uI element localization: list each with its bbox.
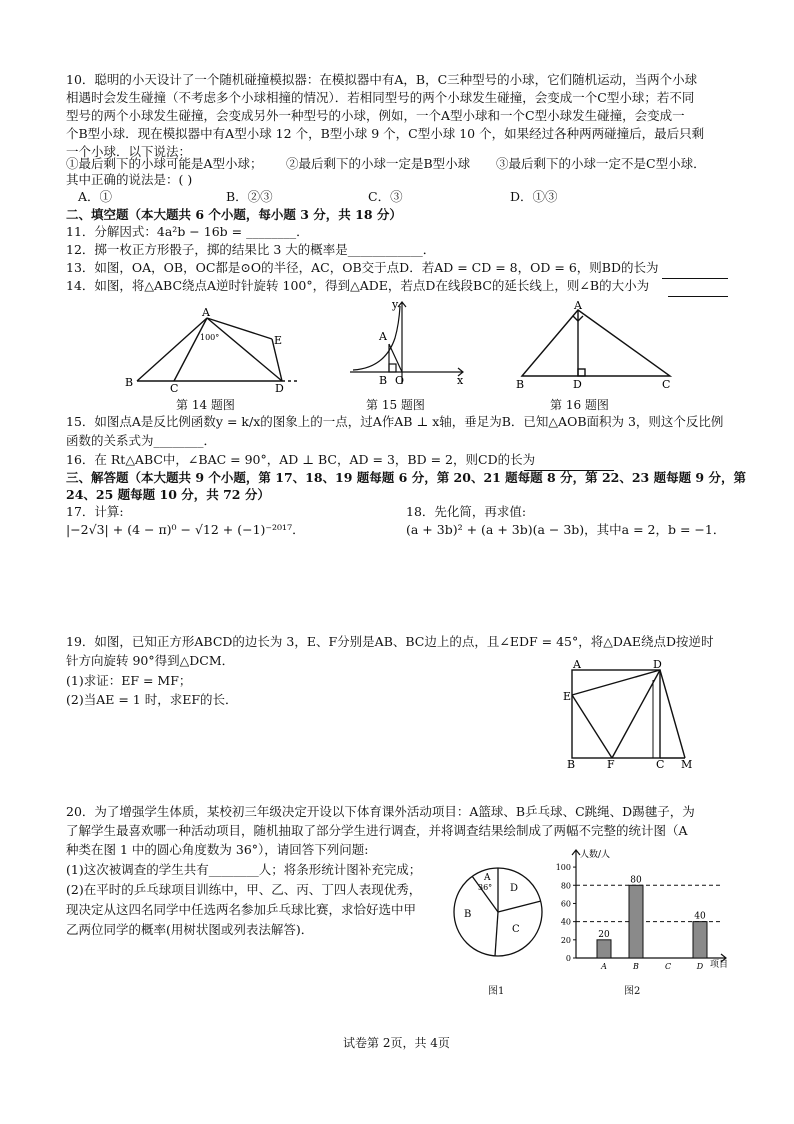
fig15-label-x: x [457, 374, 464, 386]
fig16-right-angle-d [578, 369, 585, 376]
fig15-right-angle [389, 364, 396, 372]
bar-label-D: 40 [694, 911, 706, 922]
q13: 13．如图，OA，OB，OC都是⊙O的半径，AC，OB交于点D．若AD = CD = 8，OD = 6，则BD的长为 [66, 260, 659, 275]
fig19-label-c: C [656, 758, 665, 770]
q10-line-5: 一个小球．以下说法： [66, 144, 192, 159]
fig16-label-a: A [574, 300, 582, 312]
pie-label-d: D [510, 883, 519, 894]
fig19-label-e: E [563, 690, 572, 703]
fig14-label-e: E [274, 334, 283, 347]
q13-blank [662, 266, 728, 279]
q10-line-4: 个B型小球．现在模拟器中有A型小球 12 个，B型小球 9 个，C型小球 10 个，如果经过各种两两碰撞后，最后只剩 [66, 126, 705, 141]
fig14-seg-ad [207, 318, 282, 381]
fig19-label-a: A [573, 658, 581, 671]
bar-A [597, 940, 611, 958]
figure-15 [345, 296, 470, 386]
bar-label-A: 20 [598, 929, 610, 940]
fig14-label-c: C [170, 382, 179, 394]
bar-B [629, 885, 643, 958]
q17-title: 17．计算: [66, 504, 124, 519]
y-tick-label-20: 20 [560, 935, 571, 945]
bar-chart-xlabel: 项目 [710, 960, 729, 970]
q10-line-3: 型号的两个小球发生碰撞，会变成另外一种型号的小球，例如，一个A型小球和一个C型小球发生碰撞，会变成一 [66, 108, 685, 123]
page-footer: 试卷第 2页，共 4页 [343, 1036, 450, 1050]
pie-label-a: A [484, 873, 491, 883]
fig15-label-o: O [395, 374, 405, 386]
fig19-seg-ef [572, 695, 612, 758]
q10-statement-1: ①最后剩下的小球可能是A型小球； [66, 156, 263, 171]
fig15-label-a: A [379, 330, 387, 343]
fig15-label-y: y [392, 298, 399, 311]
q10-line-2: 相遇时会发生碰撞（不考虑多个小球相撞的情况）．若相同型号的两个小球发生碰撞，会变成一个C型小球；若不同 [66, 90, 695, 105]
figure-19 [555, 658, 705, 770]
q20-line-3: 种类在图 1 中的圆心角度数为 36°），请回答下列问题: [66, 842, 369, 857]
q20-part-1: (1)这次被调查的学生共有________人；将条形统计图补充完成； [66, 862, 422, 877]
fig16-triangle [522, 310, 670, 376]
pie-chart [448, 862, 548, 962]
q12: 12．掷一枚正方形骰子，掷的结果比 3 大的概率是____________． [66, 242, 436, 257]
category-label-D: D [696, 962, 704, 971]
fig14-seg-ac [174, 318, 207, 381]
caption-15: 第 15 题图 [366, 398, 425, 412]
q14-blank [668, 284, 728, 297]
q15-line-1: 15．如图点A是反比例函数y = k/x的图象上的一点，过A作AB ⊥ x轴，垂足为B．已知△AOB面积为 3，则这个反比例 [66, 414, 724, 429]
q10-prompt: 其中正确的说法是：( ) [66, 172, 193, 187]
q20-part-3: 现决定从这四名同学中任选两名参加乒乓球比赛，求恰好选中甲 [66, 902, 417, 917]
q10-statement-3: ③最后剩下的小球一定不是C型小球． [496, 156, 706, 171]
q10-line-1: 10．聪明的小天设计了一个随机碰撞模拟器：在模拟器中有A，B，C三种型号的小球，它们随机运动，当两个小球 [66, 72, 698, 87]
figure-14 [122, 304, 312, 394]
pie-label-angle: 36° [478, 883, 493, 892]
fig14-label-b: B [125, 376, 134, 389]
bar-label-B: 80 [630, 875, 642, 886]
pie-divider-c [495, 912, 498, 956]
fig16-label-c: C [662, 378, 671, 391]
pie-caption: 图1 [488, 986, 505, 997]
y-tick-label-60: 60 [560, 899, 571, 909]
section2-title: 二、填空题（本大题共 6 个小题，每小题 3 分，共 18 分） [66, 207, 402, 222]
q17-expr: |−2√3| + (4 − π)⁰ − √12 + (−1)⁻²⁰¹⁷． [66, 522, 305, 537]
category-label-C: C [664, 962, 672, 971]
fig14-seg-ab [137, 318, 207, 381]
fig16-label-d: D [573, 378, 582, 391]
category-label-A: A [601, 962, 607, 971]
q11: 11．分解因式：4a²b − 16b = ________． [66, 224, 309, 239]
q10-statement-2: ②最后剩下的小球一定是B型小球 [286, 156, 471, 171]
q20-line-2: 了解学生最喜欢哪一种活动项目，随机抽取了部分学生进行调查，并将调查结果绘制成了两幅不完整的统计图（A [66, 823, 688, 838]
fig19-label-f: F [607, 758, 615, 770]
section3-line-1: 三、解答题（本大题共 9 个小题，第 17、18、19 题每题 6 分，第 20、21 题每题 8 分，第 22、23 题每题 9 分，第 [66, 470, 746, 485]
q10-option-b: B．②③ [226, 189, 273, 204]
section3-line-2: 24、25 题每题 10 分，共 72 分） [66, 487, 270, 502]
pie-divider-d [498, 901, 541, 912]
bar-chart [550, 844, 740, 974]
q10-option-d: D．①③ [510, 189, 558, 204]
q16: 16．在 Rt△ABC中，∠BAC = 90°，AD ⊥ BC，AD = 3，BD = 2，则CD的长为 [66, 452, 536, 467]
bar-D [693, 922, 707, 958]
figure-16 [512, 300, 682, 392]
fig15-label-b: B [379, 374, 388, 386]
q15-line-2: 函数的关系式为________． [66, 433, 217, 448]
fig16-label-b: B [516, 378, 525, 391]
fig19-seg-ed [572, 670, 660, 695]
pie-label-c: C [512, 924, 520, 935]
q10-option-c: C．③ [368, 189, 403, 204]
y-tick-label-80: 80 [560, 881, 571, 891]
caption-14: 第 14 题图 [176, 398, 235, 412]
q14: 14．如图，将△ABC绕点A逆时针旋转 100°，得到△ADE，若点D在线段BC的延长线上，则∠B的大小为 [66, 278, 650, 293]
bar-caption: 图2 [624, 986, 641, 997]
fig14-label-d: D [275, 382, 284, 394]
fig19-label-b: B [567, 758, 576, 770]
fig19-label-d: D [653, 658, 662, 671]
y-tick-label-40: 40 [560, 917, 571, 927]
category-label-B: B [633, 962, 639, 971]
q20-part-4: 乙两位同学的概率(用树状图或列表法解答)． [66, 922, 314, 937]
q18-expr: (a + 3b)² + (a + 3b)(a − 3b)，其中a = 2，b = −1． [406, 522, 726, 537]
fig14-angle: 100° [200, 333, 220, 342]
q19-line-1: 19．如图，已知正方形ABCD的边长为 3，E、F分别是AB、BC边上的点，且∠EDF = 45°，将△DAE绕点D按逆时 [66, 634, 714, 649]
pie-label-b: B [464, 909, 472, 920]
q10-option-a: A．① [78, 189, 113, 204]
bar-chart-ylabel: 人数/人 [580, 850, 611, 860]
fig14-label-a: A [202, 306, 210, 319]
y-tick-label-0: 0 [565, 954, 571, 963]
fig19-label-m: M [681, 758, 693, 770]
q19-line-2: 针方向旋转 90°得到△DCM． [66, 653, 235, 668]
q18-title: 18．先化简，再求值: [406, 504, 527, 519]
q19-part-1: (1)求证：EF = MF； [66, 673, 192, 688]
q19-part-2: (2)当AE = 1 时，求EF的长． [66, 692, 238, 707]
q20-line-1: 20．为了增强学生体质，某校初三年级决定开设以下体育课外活动项目：A篮球、B乒乓球、C跳绳、D踢毽子，为 [66, 804, 695, 819]
fig15-curve [353, 306, 400, 370]
q20-part-2: (2)在平时的乒乓球项目训练中，甲、乙、丙、丁四人表现优秀， [66, 882, 422, 897]
caption-16: 第 16 题图 [550, 398, 609, 412]
y-tick-label-100: 100 [555, 863, 571, 873]
fig19-seg-dm [660, 670, 685, 758]
